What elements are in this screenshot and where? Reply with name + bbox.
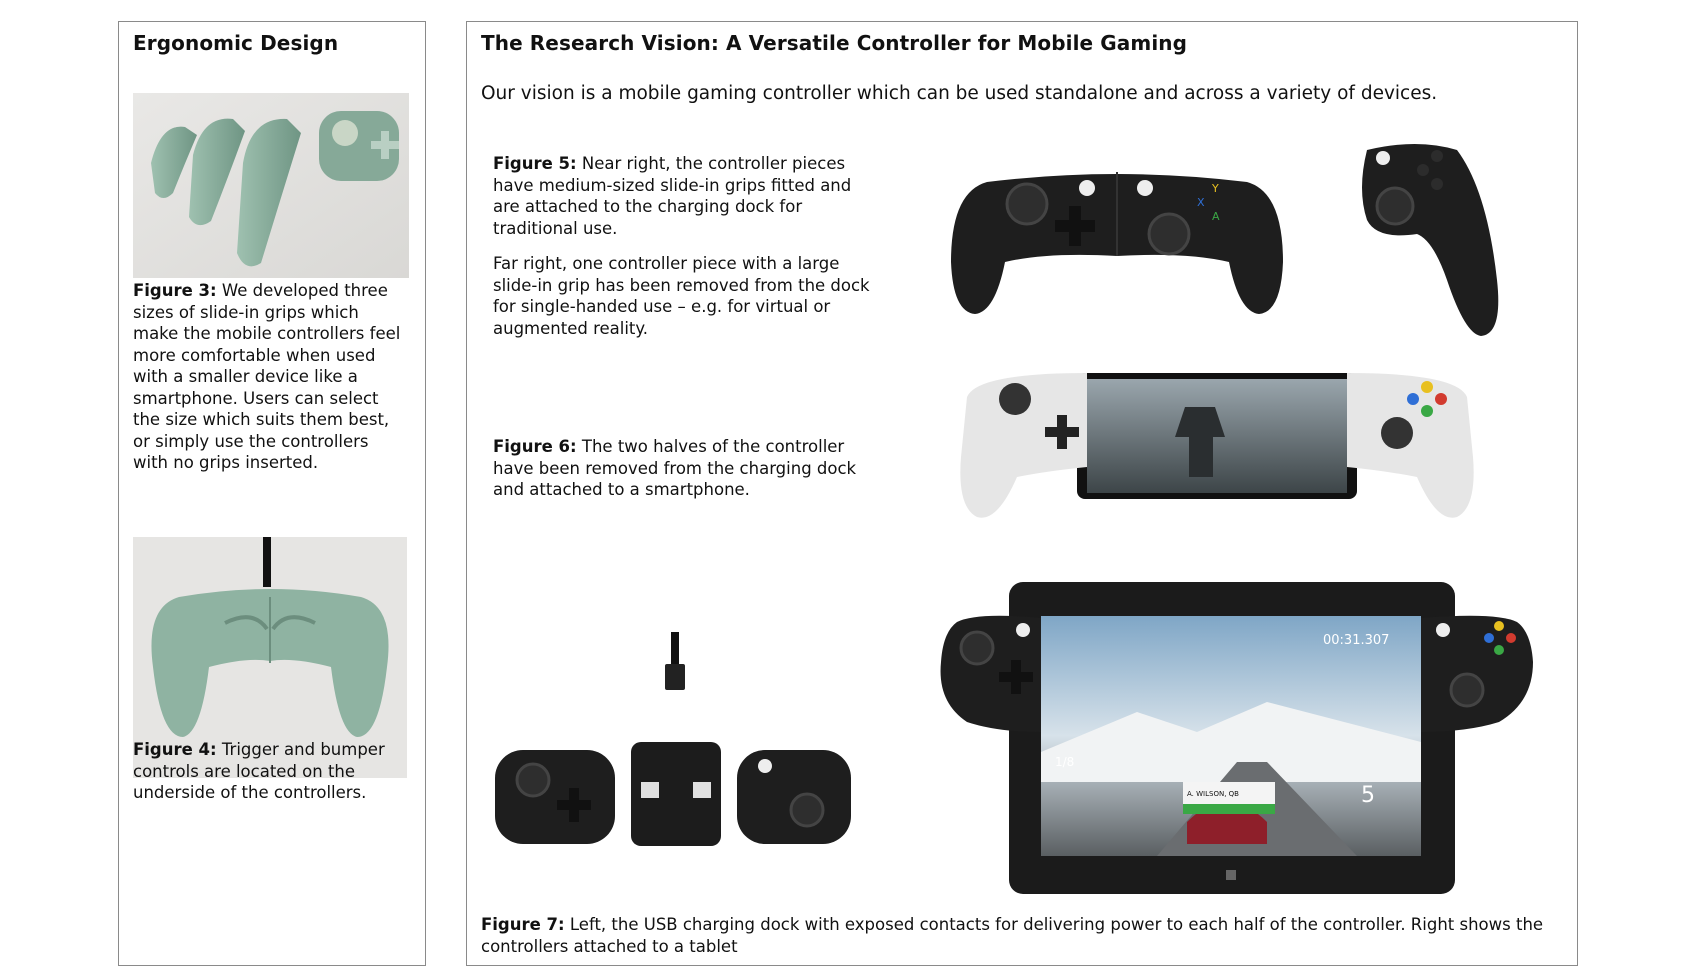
charging-contacts — [693, 782, 711, 798]
figure-5-single-controller — [1347, 130, 1527, 340]
figure-4-caption: Figure 4: Trigger and bumper controls are located on the underside of the controllers. — [133, 740, 385, 802]
panel-title: Ergonomic Design — [133, 31, 339, 55]
thumbstick-icon — [1381, 417, 1413, 449]
y-button-icon — [1494, 621, 1504, 631]
charging-contacts — [641, 782, 659, 798]
research-vision-panel — [466, 21, 1578, 966]
figure-6-smartphone-controllers — [957, 367, 1477, 527]
power-button-icon — [758, 759, 772, 773]
thumbstick-icon — [1451, 674, 1483, 706]
power-button-icon — [1079, 180, 1095, 196]
thumbstick-icon — [517, 764, 549, 796]
right-thumbstick-icon — [1149, 214, 1189, 254]
power-button-icon — [1376, 151, 1390, 165]
x-button-icon — [1407, 393, 1419, 405]
y-button-icon: Y — [1212, 182, 1219, 195]
panel-title: The Research Vision: A Versatile Controller for Mobile Gaming — [481, 31, 1188, 55]
power-button-icon — [1137, 180, 1153, 196]
race-gear: 5 — [1361, 783, 1375, 808]
thumbstick-icon — [1377, 188, 1413, 224]
usb-cable — [671, 632, 679, 666]
figure-3-photo — [133, 93, 409, 278]
figure-7-charging-dock — [495, 632, 855, 852]
a-button-icon — [1494, 645, 1504, 655]
a-button-icon: A — [1212, 210, 1220, 223]
vision-statement: Our vision is a mobile gaming controller which can be used standalone and across a variety of devices. — [481, 83, 1438, 104]
figure-7-caption: Figure 7: Left, the USB charging dock with exposed contacts for delivering power to each half of the controller. Right shows the controllers attached to a tablet — [481, 915, 1544, 956]
x-button-icon: X — [1197, 196, 1205, 209]
figure-5-docked-controller — [947, 152, 1287, 332]
figure-5-caption-far-right: Far right, one controller piece with a large slide-in grip has been removed from the dock for single-handed use – e.g. for virtual or augmented reality. — [493, 254, 870, 338]
windows-button-icon — [1226, 870, 1236, 880]
a-button-icon — [1421, 405, 1433, 417]
thumbstick-icon — [961, 632, 993, 664]
figure-3-caption: Figure 3: We developed three sizes of slide-in grips which make the mobile controllers feel more comfortable when used with a smaller device like a smartphone. Users can select the size which suits them best, or simply use the controllers with no grips inserted. — [133, 281, 401, 472]
left-controller-half — [495, 750, 615, 844]
left-thumbstick-icon — [1007, 184, 1047, 224]
controller-body — [1362, 144, 1498, 336]
ergonomic-design-panel — [118, 21, 426, 966]
figure-6-caption: Figure 6: The two halves of the controller have been removed from the charging dock and attached to a smartphone. — [493, 437, 857, 499]
y-button-icon — [1421, 381, 1433, 393]
thumbstick-icon — [791, 794, 823, 826]
usb-cable — [263, 537, 271, 587]
b-button-icon — [1435, 393, 1447, 405]
b-button-icon — [1506, 633, 1516, 643]
x-button-icon — [1484, 633, 1494, 643]
race-position: 1/8 — [1055, 755, 1075, 769]
figure-7-tablet-controllers — [937, 582, 1537, 902]
power-button-icon — [1436, 623, 1450, 637]
power-button-icon — [1016, 623, 1030, 637]
thumbstick-icon — [999, 383, 1031, 415]
right-controller-half — [737, 750, 851, 844]
race-timer: 00:31.307 — [1323, 633, 1390, 648]
figure-5-caption: Figure 5: Near right, the controller pieces have medium-sized slide-in grips fitted and are attached to the charging dock for traditional use. — [493, 154, 852, 238]
svg-text:A. WILSON, QB: A. WILSON, QB — [1187, 790, 1239, 798]
